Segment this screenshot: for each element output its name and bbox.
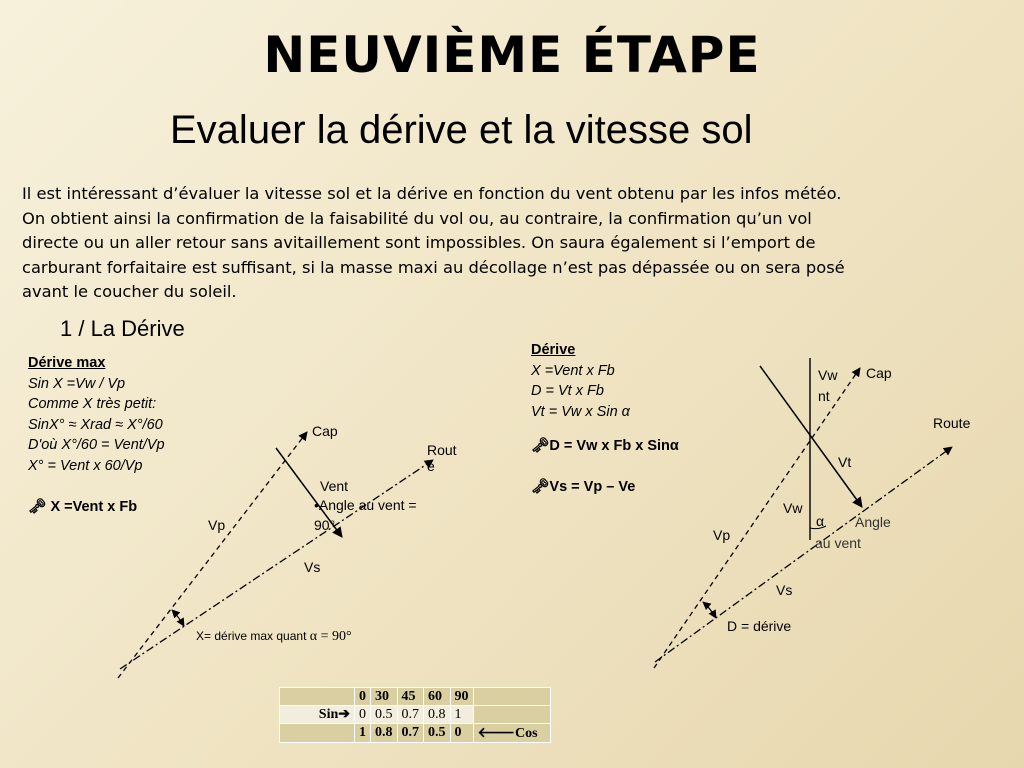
right-route-line (655, 447, 952, 662)
right-vt-label: Vt (838, 454, 852, 470)
right-angle-label: Angle (855, 514, 891, 530)
table-cell: 0 (450, 724, 473, 743)
left-result-text: X =Vent x Fb (50, 499, 138, 515)
table-row (280, 724, 551, 743)
right-result-2-text: Vs = Vp – Ve (549, 478, 636, 495)
table-cell: 0 (355, 688, 371, 706)
left-formula-line: Sin X =Vw / Vp (28, 375, 126, 392)
section-title: 1 / La Dérive (60, 316, 185, 341)
intro-line: On obtient ainsi la confirmation de la faisabilité du vol ou, au contraire, la confirmation qu’un vol (22, 208, 812, 228)
table-cell (473, 688, 550, 706)
right-drift-angle-arc (703, 602, 716, 618)
left-drift-angle-arc (172, 610, 184, 626)
table-cell: 0.5 (424, 724, 451, 743)
table-cell: 0 (355, 706, 371, 724)
right-alpha-label: α (816, 513, 825, 529)
table-cell: 0.7 (397, 706, 424, 724)
arrow-left-icon: 🡐 (477, 726, 516, 741)
page-title: NEUVIÈME ÉTAPE (263, 26, 761, 84)
right-vwnt-label: nt (818, 388, 830, 404)
table-cell: 90 (450, 688, 473, 706)
right-formula-line: Vt = Vw x Sin α (531, 403, 630, 420)
left-angle-label: •Angle au vent = (314, 497, 417, 513)
table-cell: 45 (397, 688, 424, 706)
right-route-label: Route (933, 415, 971, 431)
left-drift-caption: X= dérive max quant α = 90° (196, 629, 352, 644)
right-vector-diagram (654, 358, 971, 668)
right-angle-label: au vent (815, 535, 861, 551)
table-cell: 1 (355, 724, 371, 743)
left-formula-line: D'où X°/60 = Vent/Vp (28, 437, 165, 453)
right-formula-line: D = Vt x Fb (531, 383, 604, 399)
right-formula-line: X =Vent x Fb (531, 362, 615, 379)
right-drift-label: D = dérive (727, 618, 792, 634)
left-vent-label: Vent (320, 478, 349, 494)
right-vw-label: Vw (783, 500, 803, 516)
sin-cos-table (279, 687, 551, 743)
cos-label: Cos (515, 726, 538, 741)
left-vector-diagram (118, 423, 457, 678)
right-formula-heading: Dérive (531, 342, 576, 358)
table-cell (473, 706, 550, 724)
left-vs-label: Vs (304, 559, 321, 575)
left-vp-label: Vp (208, 517, 226, 533)
left-angle-value: 90° (314, 517, 336, 533)
table-cell: 1 (450, 706, 473, 724)
right-vp-label: Vp (713, 527, 731, 543)
key-icon: 🗝 (28, 499, 47, 515)
table-cell: 30 (371, 688, 398, 706)
left-formula-line: Comme X très petit: (28, 396, 157, 412)
table-cell (280, 688, 355, 706)
right-cap-label: Cap (866, 365, 892, 381)
table-cell: 60 (424, 688, 451, 706)
table-cell: 0.7 (397, 724, 424, 743)
table-cell: 0.5 (371, 706, 398, 724)
left-cap-label: Cap (312, 423, 338, 439)
table-cell: 0.8 (424, 706, 451, 724)
right-vs-label: Vs (776, 582, 793, 598)
table-cell (280, 724, 355, 743)
table-cell (280, 706, 355, 724)
left-formula-heading: Dérive max (28, 355, 106, 371)
left-route-label: Rout (427, 442, 457, 458)
arrow-right-icon: ➔ (338, 707, 350, 722)
sin-label: Sin (318, 707, 339, 722)
table-row (280, 688, 551, 706)
left-route-label: e (427, 458, 435, 474)
key-icon: 🗝 (531, 438, 550, 454)
intro-line: avant le coucher du soleil. (22, 282, 237, 301)
intro-line: carburant forfaitaire est suffisant, si la masse maxi au décollage n’est pas dépassée ou on sera posé (22, 257, 845, 277)
table-cell (473, 724, 550, 743)
left-formula-line: SinX° ≈ Xrad ≈ X°/60 (28, 416, 163, 433)
table-cell: 0.8 (371, 724, 398, 743)
key-icon: 🗝 (531, 478, 550, 495)
right-vwnt-label: Vw (818, 367, 838, 383)
table-row (280, 706, 551, 724)
page-subtitle: Evaluer la dérive et la vitesse sol (170, 108, 753, 152)
right-wind-vector (760, 366, 862, 507)
left-formula-line: X° = Vent x 60/Vp (28, 457, 143, 474)
right-result-1-text: D = Vw x Fb x Sinα (549, 438, 679, 454)
intro-line: directe ou un aller retour sans avitaillement sont impossibles. On saura également si l’emport de (22, 233, 816, 252)
intro-line: Il est intéressant d’évaluer la vitesse sol et la dérive en fonction du vent obtenu par les infos météo. (22, 184, 842, 203)
